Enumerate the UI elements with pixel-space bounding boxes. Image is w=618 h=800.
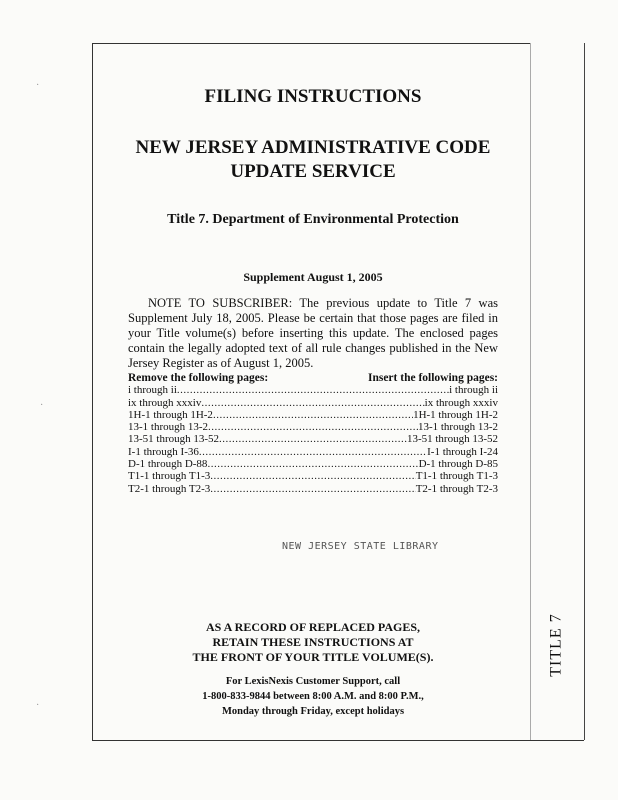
scan-speck: · <box>40 400 44 411</box>
table-row <box>128 470 498 482</box>
insert-pages: D-1 through D-85 <box>418 458 498 471</box>
insert-pages: 13-1 through 13-2 <box>417 421 498 434</box>
insert-pages: 13-51 through 13-52 <box>406 433 498 446</box>
table-row <box>128 397 498 409</box>
dot-leader <box>201 397 424 409</box>
insert-pages: T2-1 through T2-3 <box>415 482 498 495</box>
dot-leader <box>208 421 418 433</box>
department-heading: Title 7. Department of Environmental Protection <box>167 212 459 227</box>
subtitle-line: NEW JERSEY ADMINISTRATIVE CODE <box>135 137 491 158</box>
dot-leader <box>177 384 449 396</box>
insert-pages: T1-1 through T1-3 <box>415 470 498 483</box>
remove-pages: T1-1 through T1-3 <box>128 470 211 483</box>
remove-pages: ix through xxxiv <box>128 396 202 409</box>
remove-header: Remove the following pages: <box>128 372 269 384</box>
table-row <box>128 409 498 421</box>
record-notice <box>128 620 498 665</box>
table-header <box>128 372 498 384</box>
dot-leader <box>207 458 418 470</box>
remove-pages: 13-51 through 13-52 <box>128 433 220 446</box>
remove-pages: 1H-1 through 1H-2 <box>128 408 213 421</box>
document-subtitle <box>128 136 498 184</box>
table-row <box>128 421 498 433</box>
remove-pages: 13-1 through 13-2 <box>128 421 209 434</box>
tab-label-text: TITLE 7 <box>548 613 566 677</box>
dot-leader <box>213 409 413 421</box>
record-line: THE FRONT OF YOUR TITLE VOLUME(S). <box>192 650 434 664</box>
table-row <box>128 458 498 470</box>
dot-leader <box>219 433 407 445</box>
insert-header: Insert the following pages: <box>367 372 498 384</box>
table-row <box>128 446 498 458</box>
subscriber-note: NOTE TO SUBSCRIBER: The previous update to Title 7 was Supplement July 18, 2005. Please be certain that those pages are filed in your Title volume(s) before inserting this update. The enclosed pages contain the legally adopted text of all rule changes published in the New Jersey Register as of August 1, 2005. <box>128 296 498 370</box>
insert-pages: i through ii <box>449 384 498 397</box>
insert-pages: I-1 through I-24 <box>427 445 498 458</box>
dot-leader <box>199 446 427 458</box>
insert-pages: 1H-1 through 1H-2 <box>413 408 498 421</box>
table-row <box>128 433 498 445</box>
subtitle-line: UPDATE SERVICE <box>230 161 396 182</box>
page-bottom-rule <box>92 740 584 741</box>
binder-tab-label <box>530 590 584 700</box>
support-line: 1-800-833-9844 between 8:00 A.M. and 8:00 P.M., <box>202 691 424 702</box>
dot-leader <box>210 470 415 482</box>
library-stamp: NEW JERSEY STATE LIBRARY <box>282 541 439 552</box>
remove-pages: I-1 through I-36 <box>128 445 199 458</box>
scan-speck: · <box>36 80 40 91</box>
table-row <box>128 384 498 396</box>
remove-pages: i through ii <box>128 384 177 397</box>
supplement-date: Supplement August 1, 2005 <box>243 270 383 284</box>
scan-speck: · <box>36 700 40 711</box>
document-title: FILING INSTRUCTIONS <box>204 86 422 107</box>
table-rows <box>128 384 498 495</box>
record-line: AS A RECORD OF REPLACED PAGES, <box>205 620 421 634</box>
dot-leader <box>210 483 415 495</box>
insert-pages: ix through xxxiv <box>424 396 498 409</box>
remove-pages: T2-1 through T2-3 <box>128 482 211 495</box>
remove-pages: D-1 through D-88 <box>128 458 208 471</box>
support-line: For LexisNexis Customer Support, call <box>225 676 401 687</box>
support-line: Monday through Friday, except holidays <box>221 706 405 717</box>
page-replacement-table <box>128 372 498 495</box>
customer-support-notice <box>128 674 498 719</box>
table-row <box>128 483 498 495</box>
record-line: RETAIN THESE INSTRUCTIONS AT <box>212 635 414 649</box>
